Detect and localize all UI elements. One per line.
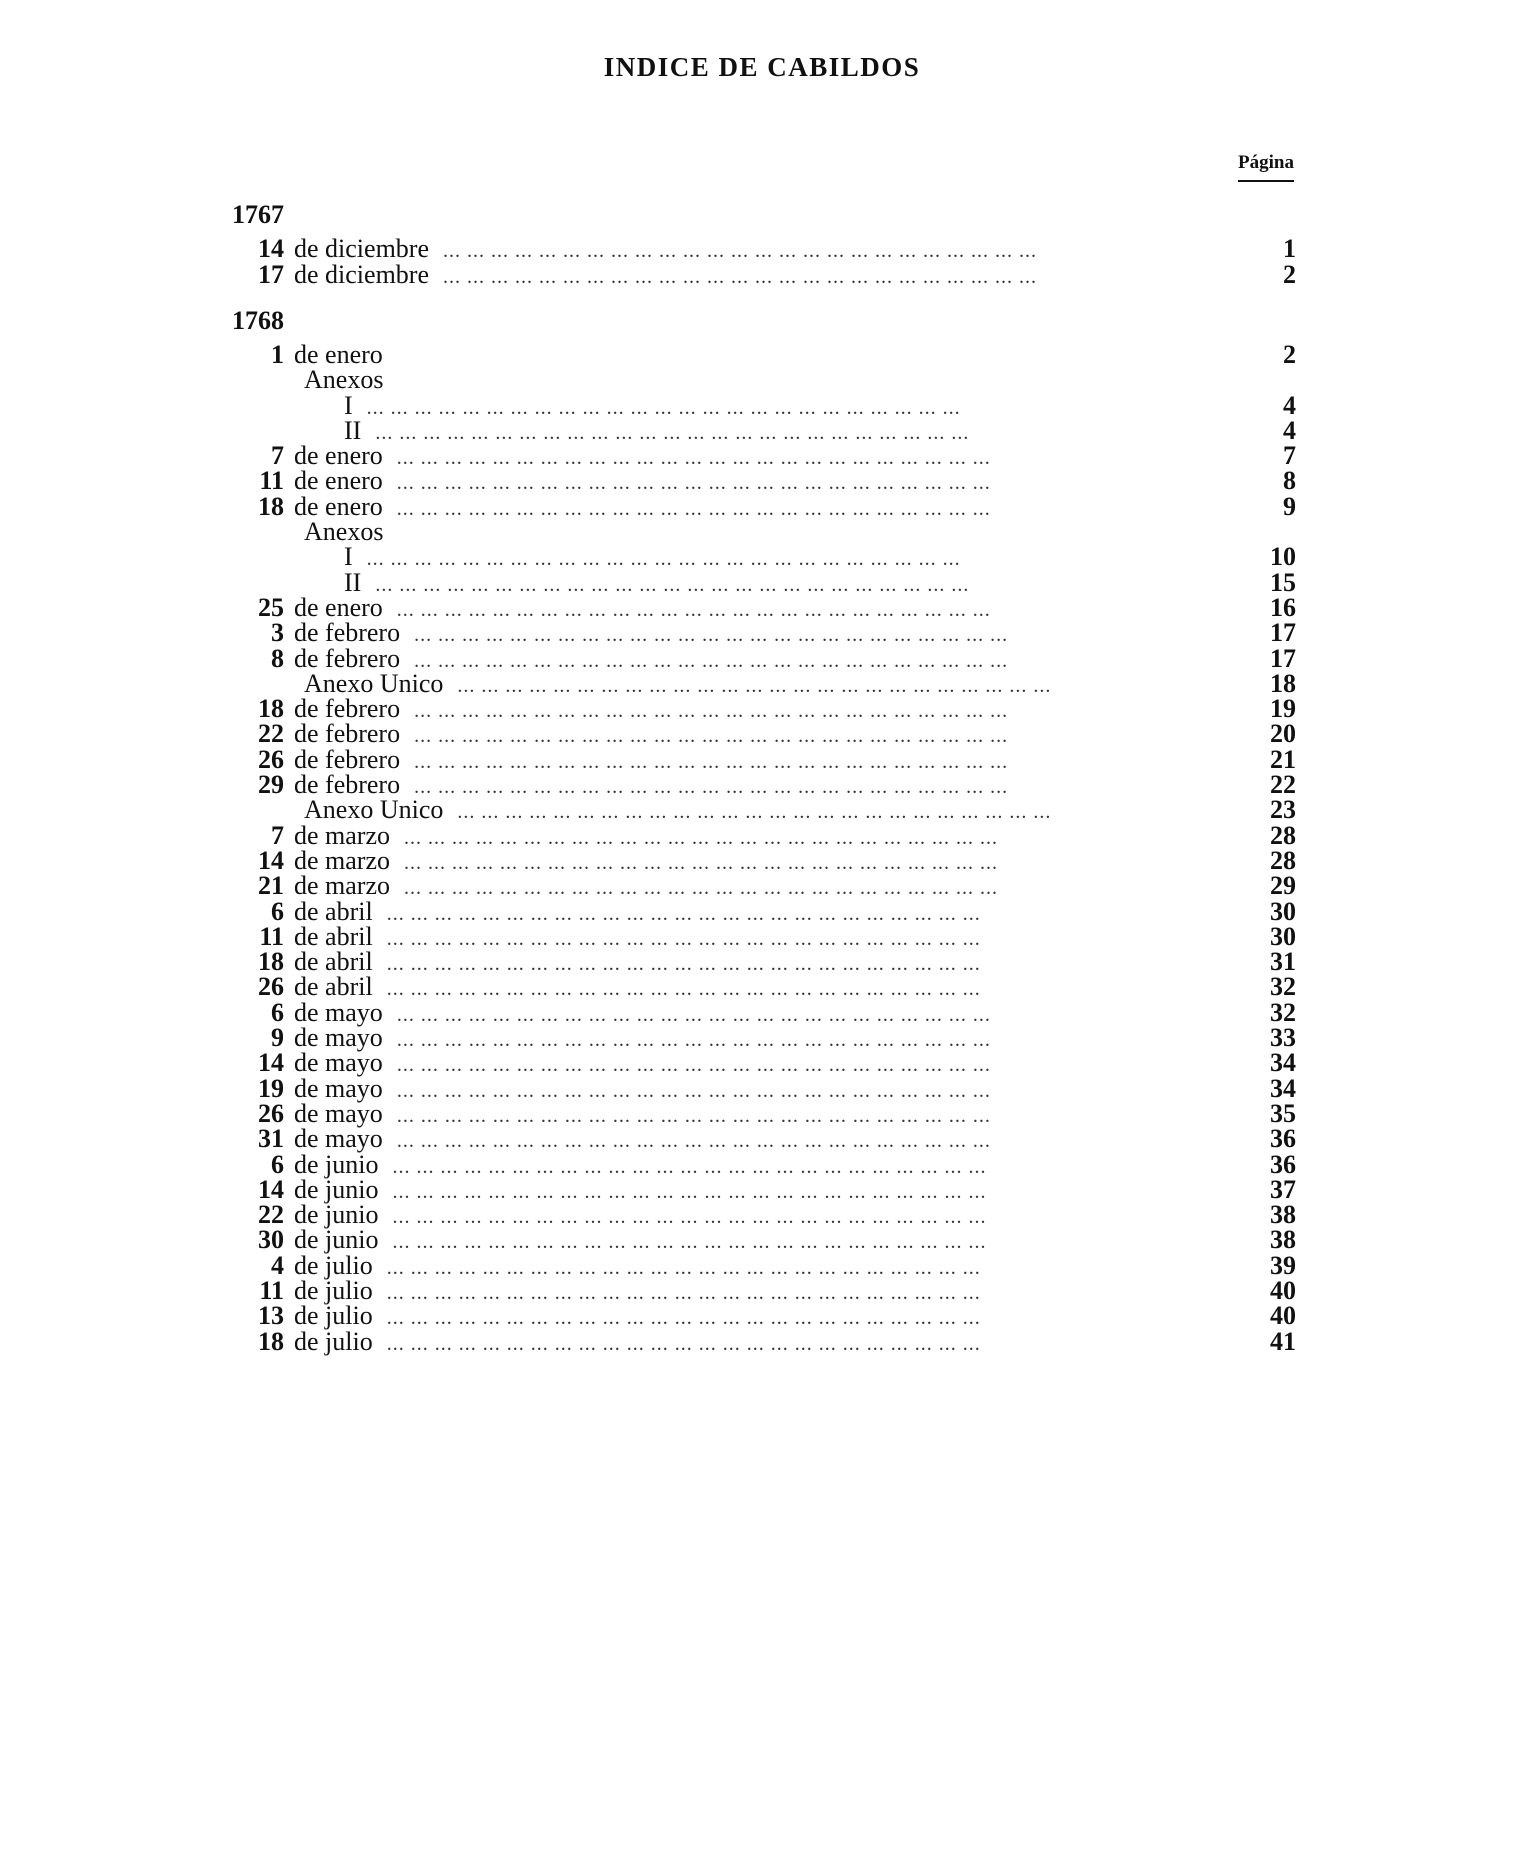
entry-label: de mayo	[294, 1073, 383, 1103]
index-entry	[232, 365, 1296, 395]
entry-page-number: 41	[1270, 1326, 1296, 1356]
entry-page-number: 9	[1283, 491, 1296, 521]
index-entry	[232, 542, 1296, 572]
index-entry	[232, 1275, 1296, 1305]
entry-label: II	[344, 567, 362, 597]
index-entry	[232, 1250, 1296, 1280]
dot-leader	[457, 674, 1238, 699]
entry-page-number: 4	[1283, 390, 1296, 420]
index-entry	[232, 845, 1296, 875]
index-entry	[232, 517, 1296, 547]
entry-group	[232, 236, 1296, 288]
dot-leader	[443, 239, 1238, 264]
entry-day: 26	[258, 1098, 284, 1128]
entry-day: 14	[258, 1048, 284, 1078]
entry-label: de mayo	[294, 1023, 383, 1053]
entry-page-number: 7	[1283, 441, 1296, 471]
entry-day: 1	[271, 340, 284, 369]
entry-page-number: 34	[1270, 1048, 1296, 1078]
dot-leader	[367, 547, 1238, 572]
entry-label: de enero	[294, 491, 383, 521]
entry-label: de junio	[294, 1174, 379, 1204]
dot-leader	[397, 1003, 1238, 1028]
entry-label: de febrero	[294, 618, 401, 648]
entry-label: de julio	[294, 1250, 373, 1280]
table-of-contents	[232, 196, 1296, 1354]
entry-label: Anexos	[304, 365, 384, 395]
index-entry	[232, 972, 1296, 1002]
entry-page-number: 22	[1270, 770, 1296, 800]
entry-day: 18	[258, 694, 284, 724]
index-entry	[232, 1174, 1296, 1204]
index-entry	[232, 1225, 1296, 1255]
entry-label: de mayo	[294, 1098, 383, 1128]
entry-page-number: 28	[1270, 820, 1296, 850]
dot-leader	[414, 699, 1238, 724]
entry-day: 11	[259, 1275, 284, 1305]
entry-page-number: 16	[1270, 592, 1296, 622]
entry-label: de julio	[294, 1301, 373, 1331]
dot-leader	[397, 1079, 1238, 1104]
index-entry	[232, 694, 1296, 724]
entry-page-number: 38	[1270, 1200, 1296, 1230]
year-heading: 1767	[232, 200, 284, 229]
entry-day: 30	[258, 1225, 284, 1255]
entry-day: 21	[258, 871, 284, 901]
entry-label: Anexos	[304, 517, 384, 547]
index-entry	[232, 1023, 1296, 1053]
entry-page-number: 15	[1270, 567, 1296, 597]
dot-leader	[414, 775, 1238, 800]
entry-day: 22	[258, 719, 284, 749]
entry-page-number: 31	[1270, 947, 1296, 977]
entry-page-number: 18	[1270, 668, 1296, 698]
dot-leader	[443, 265, 1238, 290]
index-entry	[232, 441, 1296, 471]
entry-day: 11	[259, 466, 284, 496]
dot-leader	[393, 1180, 1239, 1205]
dot-leader	[367, 396, 1238, 421]
dot-leader	[397, 471, 1238, 496]
entry-page-number: 2	[1283, 260, 1296, 289]
entry-day: 3	[271, 618, 284, 648]
entry-label: de abril	[294, 896, 373, 926]
entry-label: de enero	[294, 340, 383, 369]
entry-page-number: 29	[1270, 871, 1296, 901]
dot-leader	[397, 497, 1238, 522]
entry-label: Anexo Unico	[304, 795, 444, 825]
entry-day: 29	[258, 770, 284, 800]
dot-leader	[397, 1053, 1238, 1078]
entry-label: de mayo	[294, 1124, 383, 1154]
entry-label: de junio	[294, 1225, 379, 1255]
index-entry	[232, 921, 1296, 951]
entry-day: 18	[258, 491, 284, 521]
entry-page-number: 21	[1270, 744, 1296, 774]
entry-page-number: 10	[1270, 542, 1296, 572]
index-entry	[232, 1048, 1296, 1078]
entry-label: de diciembre	[294, 234, 429, 263]
dot-leader	[387, 977, 1238, 1002]
entry-label: de junio	[294, 1149, 379, 1179]
index-entry	[232, 820, 1296, 850]
index-entry	[232, 997, 1296, 1027]
dot-leader	[375, 573, 1238, 598]
dot-leader	[414, 649, 1238, 674]
index-entry	[232, 491, 1296, 521]
entry-label: de febrero	[294, 643, 401, 673]
index-entry	[232, 466, 1296, 496]
entry-page-number: 23	[1270, 795, 1296, 825]
entry-page-number: 8	[1283, 466, 1296, 496]
entry-day: 13	[258, 1301, 284, 1331]
dot-leader	[414, 750, 1238, 775]
entry-label: de febrero	[294, 719, 401, 749]
entry-label: II	[344, 415, 362, 445]
index-entry	[232, 668, 1296, 698]
entry-label: I	[344, 542, 353, 572]
index-entry	[232, 1301, 1296, 1331]
entry-day: 7	[271, 441, 284, 471]
entry-day: 6	[271, 997, 284, 1027]
index-entry	[232, 770, 1296, 800]
entry-label: de junio	[294, 1200, 379, 1230]
entry-page-number: 30	[1270, 896, 1296, 926]
entry-day: 6	[271, 896, 284, 926]
entry-day: 22	[258, 1200, 284, 1230]
entry-day: 14	[258, 1174, 284, 1204]
entry-page-number: 36	[1270, 1124, 1296, 1154]
entry-page-number: 1	[1283, 234, 1296, 263]
entry-label: de marzo	[294, 871, 391, 901]
dot-leader	[457, 800, 1238, 825]
dot-leader	[397, 446, 1238, 471]
dot-leader	[387, 1256, 1238, 1281]
entry-label: de marzo	[294, 820, 391, 850]
entry-label: de abril	[294, 972, 373, 1002]
entry-day: 25	[258, 592, 284, 622]
entry-page-number: 17	[1270, 618, 1296, 648]
dot-leader	[387, 1281, 1238, 1306]
entry-page-number: 40	[1270, 1275, 1296, 1305]
entry-day: 6	[271, 1149, 284, 1179]
entry-day: 7	[271, 820, 284, 850]
entry-page-number: 19	[1270, 694, 1296, 724]
entry-label: I	[344, 390, 353, 420]
entry-label: de enero	[294, 466, 383, 496]
dot-leader	[375, 421, 1238, 446]
index-entry	[232, 1124, 1296, 1154]
entry-page-number: 28	[1270, 845, 1296, 875]
entry-day: 11	[259, 921, 284, 951]
dot-leader	[404, 826, 1238, 851]
entry-label: de febrero	[294, 770, 401, 800]
index-entry	[232, 1200, 1296, 1230]
index-entry	[232, 744, 1296, 774]
index-entry	[232, 896, 1296, 926]
dot-leader	[397, 1028, 1238, 1053]
entry-day: 14	[258, 845, 284, 875]
year-heading: 1768	[232, 306, 284, 335]
dot-leader	[393, 1230, 1239, 1255]
index-entry	[232, 342, 1296, 367]
dot-leader	[404, 876, 1238, 901]
entry-label: de julio	[294, 1326, 373, 1356]
entry-label: de abril	[294, 947, 373, 977]
entry-label: de mayo	[294, 1048, 383, 1078]
index-entry	[232, 1326, 1296, 1356]
entry-day: 19	[258, 1073, 284, 1103]
entry-page-number: 30	[1270, 921, 1296, 951]
index-entry	[232, 643, 1296, 673]
entry-label: de julio	[294, 1275, 373, 1305]
index-entry	[232, 1149, 1296, 1179]
index-entry	[232, 567, 1296, 597]
dot-leader	[387, 902, 1238, 927]
entry-page-number: 33	[1270, 1023, 1296, 1053]
dot-leader	[414, 724, 1238, 749]
dot-leader	[397, 1104, 1238, 1129]
dot-leader	[387, 952, 1238, 977]
entry-day: 9	[271, 1023, 284, 1053]
entry-day: 31	[258, 1124, 284, 1154]
entry-label: de enero	[294, 441, 383, 471]
entry-page-number: 38	[1270, 1225, 1296, 1255]
entry-day: 4	[271, 1250, 284, 1280]
entry-page-number: 32	[1270, 997, 1296, 1027]
entry-day: 26	[258, 972, 284, 1002]
dot-leader	[414, 623, 1238, 648]
index-entry	[232, 236, 1296, 262]
dot-leader	[397, 598, 1238, 623]
entry-page-number: 34	[1270, 1073, 1296, 1103]
entry-label: de marzo	[294, 845, 391, 875]
entry-day: 18	[258, 947, 284, 977]
index-entry	[232, 871, 1296, 901]
entry-day: 14	[258, 234, 284, 263]
index-entry	[232, 390, 1296, 420]
dot-leader	[387, 927, 1238, 952]
entry-day: 17	[258, 260, 284, 289]
entry-label: de febrero	[294, 744, 401, 774]
dot-leader	[397, 1129, 1238, 1154]
entry-label: de abril	[294, 921, 373, 951]
entry-page-number: 36	[1270, 1149, 1296, 1179]
dot-leader	[393, 1205, 1239, 1230]
entry-label: de diciembre	[294, 260, 429, 289]
index-entry	[232, 618, 1296, 648]
index-entry	[232, 795, 1296, 825]
entry-label: de febrero	[294, 694, 401, 724]
index-entry	[232, 262, 1296, 288]
index-entry	[232, 1073, 1296, 1103]
entry-day: 8	[271, 643, 284, 673]
entry-day: 26	[258, 744, 284, 774]
index-entry	[232, 1098, 1296, 1128]
entry-label: Anexo Unico	[304, 668, 444, 698]
entry-day: 18	[258, 1326, 284, 1356]
entry-page-number: 40	[1270, 1301, 1296, 1331]
dot-leader	[387, 1332, 1238, 1357]
index-entry	[232, 592, 1296, 622]
page-column-header: Página	[1238, 152, 1294, 182]
entry-page-number: 39	[1270, 1250, 1296, 1280]
entry-page-number: 2	[1283, 340, 1296, 369]
index-entry	[232, 415, 1296, 445]
dot-leader	[387, 1306, 1238, 1331]
entry-page-number: 17	[1270, 643, 1296, 673]
entry-page-number: 4	[1283, 415, 1296, 445]
dot-leader	[404, 851, 1238, 876]
entry-page-number: 37	[1270, 1174, 1296, 1204]
dot-leader	[393, 1155, 1239, 1180]
entry-label: de mayo	[294, 997, 383, 1027]
entry-page-number: 32	[1270, 972, 1296, 1002]
index-entry	[232, 719, 1296, 749]
entry-group	[232, 342, 1296, 1354]
entry-label: de enero	[294, 592, 383, 622]
page-title: INDICE DE CABILDOS	[603, 52, 921, 82]
entry-page-number: 35	[1270, 1098, 1296, 1128]
index-entry	[232, 947, 1296, 977]
entry-page-number: 20	[1270, 719, 1296, 749]
